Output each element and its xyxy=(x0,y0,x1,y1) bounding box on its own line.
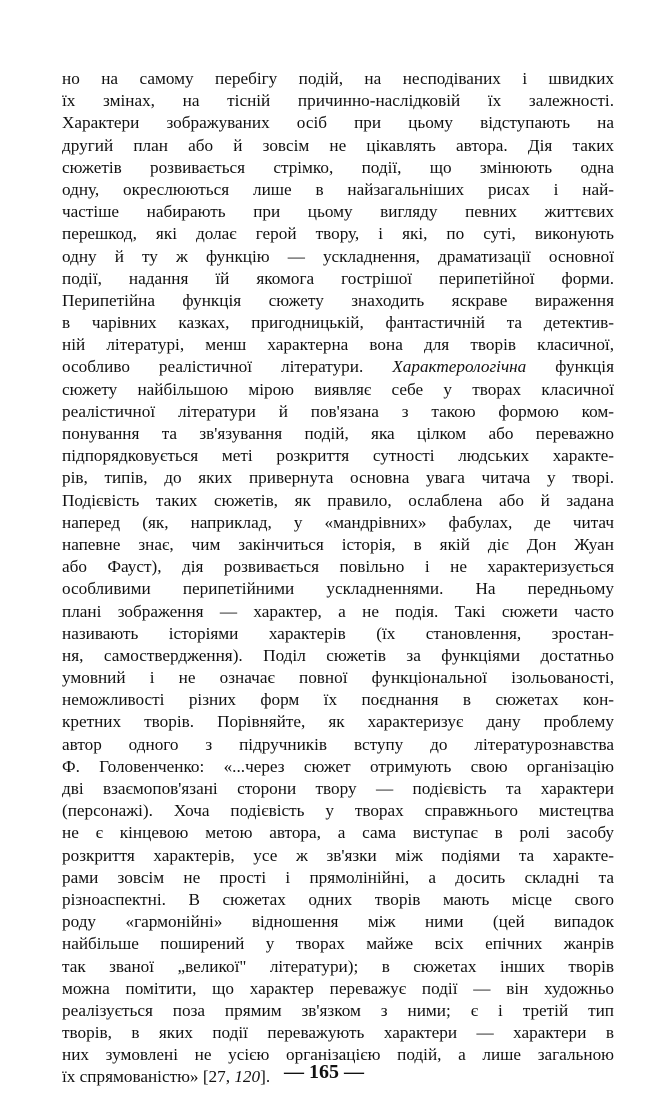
text-segment: ня, самоствердження). Поділ сюжетів за функціями достатньо xyxy=(62,645,614,665)
text-segment: другий план або й зовсім не цікавлять автора. Дія таких xyxy=(62,135,614,155)
text-segment: неможливості різних форм їх поєднання в сюжетах кон- xyxy=(62,690,614,710)
text-segment: дві взаємопов'язані сторони твору — подієвість та характери xyxy=(62,779,614,798)
text-line xyxy=(62,379,614,401)
text-line xyxy=(62,667,614,689)
text-segment: творів, в яких події переважують характери — характери в xyxy=(62,1023,614,1043)
text-line xyxy=(62,423,614,445)
text-line xyxy=(62,911,614,933)
page-number: — 165 — xyxy=(284,1061,364,1083)
text-segment: умовний і не означає повної функціональної ізольованості, xyxy=(62,668,614,688)
text-line xyxy=(62,578,614,600)
text-segment: одну, окреслюються лише в найзагальніших рисах і най- xyxy=(62,179,614,199)
text-line xyxy=(62,711,614,733)
text-line xyxy=(62,68,614,90)
text-segment: перешкод, які долає герой твору, і які, по суті, виконують xyxy=(62,224,614,244)
text-segment: автор одного з підручників вступу до літературознавства xyxy=(62,734,614,754)
text-line xyxy=(62,246,614,268)
text-line xyxy=(62,845,614,867)
text-line xyxy=(62,956,614,978)
text-line xyxy=(62,179,614,201)
text-line xyxy=(62,512,614,534)
text-segment: так званої „великої" літератури); в сюжетах інших творів xyxy=(62,956,614,976)
text-line xyxy=(62,601,614,623)
text-line xyxy=(62,645,614,667)
text-line xyxy=(62,556,614,578)
text-line xyxy=(62,689,614,711)
text-segment: них зумовлені не усією організацією подій, а лише загальною xyxy=(62,1045,614,1065)
text-line xyxy=(62,822,614,844)
text-segment: рів, типів, до яких привернута основна увага читача у творі. xyxy=(62,468,614,488)
text-line xyxy=(62,312,614,334)
text-line xyxy=(62,734,614,756)
text-line xyxy=(62,201,614,223)
italic-term: Характерологічна xyxy=(392,357,527,377)
text-line xyxy=(62,90,614,112)
text-line xyxy=(62,334,614,356)
text-segment: рами зовсім не прості і прямолінійні, а досить складні та xyxy=(62,867,614,887)
text-segment: ній літературі, менш характерна вона для творів класичної, xyxy=(62,335,614,355)
text-line xyxy=(62,889,614,911)
text-line xyxy=(62,978,614,1000)
text-segment: особливими перипетійними ускладненнями. На передньому xyxy=(62,579,614,599)
text-segment: в чарівних казках, пригодницькій, фантастичній та детектив- xyxy=(62,313,614,333)
text-segment: функція xyxy=(526,357,614,377)
text-line xyxy=(62,356,614,378)
text-line xyxy=(62,490,614,512)
text-segment: називають історіями характерів (їх становлення, зростан- xyxy=(62,623,614,643)
text-segment: реалізується поза прямим зв'язком з ними; є і третій тип xyxy=(62,1000,614,1020)
text-line xyxy=(62,933,614,955)
text-segment: Ф. Головенченко: «...через сюжет отримують свою організацію xyxy=(62,756,614,776)
text-line xyxy=(62,157,614,179)
text-line xyxy=(62,290,614,312)
text-segment: найбільше поширений у творах майже всіх епічних жанрів xyxy=(62,934,614,954)
text-segment: їх спрямованістю» [27, xyxy=(62,1067,235,1087)
text-segment: Перипетійна функція сюжету знаходить яскраве вираження xyxy=(62,290,614,310)
text-segment: но на самому перебігу подій, на несподіваних і швидких xyxy=(62,69,614,88)
text-line xyxy=(62,112,614,134)
text-line xyxy=(62,1022,614,1044)
text-line xyxy=(62,534,614,556)
text-segment: підпорядковується меті розкриття сутності людських характе- xyxy=(62,446,614,466)
text-segment: Характери зображуваних осіб при цьому відступають на xyxy=(62,113,614,133)
text-line xyxy=(62,223,614,245)
italic-term: 120 xyxy=(234,1067,261,1087)
text-line xyxy=(62,867,614,889)
text-line xyxy=(62,756,614,778)
text-segment: події, надання їй якомога гострішої перипетійної форми. xyxy=(62,268,614,288)
text-line xyxy=(62,445,614,467)
page-text-body xyxy=(62,68,614,1089)
text-segment: кретних творів. Порівняйте, як характеризує дану проблему xyxy=(62,712,614,732)
text-line xyxy=(62,467,614,489)
text-segment: понування та зв'язування подій, яка цілком або переважно xyxy=(62,424,614,443)
text-line xyxy=(62,401,614,423)
text-line xyxy=(62,268,614,290)
text-segment: наперед (як, наприклад, у «мандрівних» фабулах, де читач xyxy=(62,512,614,532)
text-line xyxy=(62,800,614,822)
text-segment: реалістичної літератури й пов'язана з такою формою ком- xyxy=(62,401,614,421)
text-line xyxy=(62,135,614,157)
text-line xyxy=(62,778,614,800)
text-segment: частіше набирають при цьому вигляду певних життєвих xyxy=(62,202,614,222)
text-line xyxy=(62,623,614,645)
text-segment: сюжету найбільшою мірою виявляє себе у творах класичної xyxy=(62,379,614,399)
text-segment: Подієвість таких сюжетів, як правило, ослаблена або й задана xyxy=(62,490,614,510)
text-segment: плані зображення — характер, а не подія. Такі сюжети часто xyxy=(62,601,614,621)
text-segment: (персонажі). Хоча подієвість у творах справжнього мистецтва xyxy=(62,801,614,821)
text-segment: роду «гармонійні» відношення між ними (цей випадок xyxy=(62,912,614,932)
text-segment: напевне знає, чим закінчиться історія, в якій діє Дон Жуан xyxy=(62,534,614,554)
text-segment: розкриття характерів, усе ж зв'язки між подіями та характе- xyxy=(62,845,614,865)
text-line xyxy=(62,1000,614,1022)
text-segment: різноаспектні. В сюжетах одних творів мають місце свого xyxy=(62,889,614,909)
text-segment: сюжетів розвивається стрімко, події, що змінюють одна xyxy=(62,157,614,177)
text-segment: можна помітити, що характер переважує події — він художньо xyxy=(62,978,614,998)
text-segment: ]. xyxy=(260,1067,271,1087)
text-segment: або Фауст), дія розвивається повільно і не характеризується xyxy=(62,557,614,577)
text-segment: їх змінах, на тісній причинно-наслідковій їх залежності. xyxy=(62,91,614,111)
text-segment: не є кінцевою метою автора, а сама виступає в ролі засобу xyxy=(62,823,614,843)
text-segment: особливо реалістичної літератури. xyxy=(62,357,393,377)
text-segment: одну й ту ж функцію — ускладнення, драматизації основної xyxy=(62,246,614,266)
